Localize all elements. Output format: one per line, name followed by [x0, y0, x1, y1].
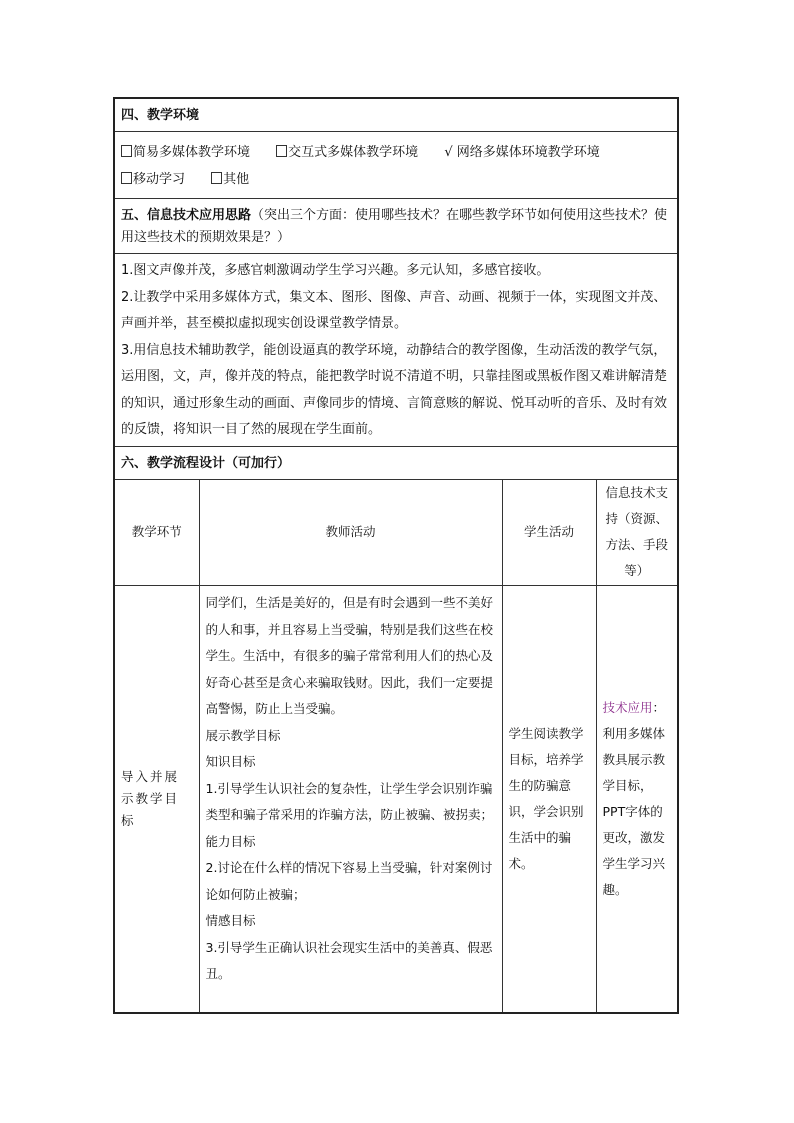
tech-ideas-title: 五、信息技术应用思路	[121, 208, 252, 223]
header-support: 信息技术支持（资源、方法、手段等）	[596, 480, 677, 586]
cell-teacher-activity	[199, 586, 502, 1012]
environment-options	[115, 132, 677, 199]
checkbox-empty-icon	[121, 145, 132, 157]
tech-support-label: 技术应用	[602, 699, 653, 715]
checkbox-empty-icon	[121, 172, 132, 184]
tech-idea-point: 3.用信息技术辅助教学，能创设逼真的教学环境，动静结合的教学图像，生动活泼的教学气氛，运用图，文，声，像并茂的特点，能把教学时说不清道不明，只靠挂图或黑板作图又难讲解清楚的知识，通过形象生动的画面、声像同步的情境、言简意赅的解说、悦耳动听的音乐、及时有效的反馈，将知识一目了然的展现在学生面前。	[121, 342, 668, 437]
env-option-interactive[interactable]: 交互式多媒体教学环境	[276, 145, 418, 160]
header-teacher: 教师活动	[199, 480, 502, 586]
header-student: 学生活动	[502, 480, 596, 586]
checkmark-icon: √	[444, 145, 453, 160]
tech-ideas-body	[115, 254, 677, 447]
checkbox-empty-icon	[211, 172, 222, 184]
teacher-line: 1.引导学生认识社会的复杂性，让学生学会识别诈骗类型和骗子常采用的诈骗方法，防止被骗、被拐卖；	[205, 780, 494, 822]
tech-idea-point: 2.让教学中采用多媒体方式，集文本、图形、图像、声音、动画、视频于一体，实现图文并茂、声画并举，甚至模拟虚拟现实创设课堂教学情景。	[121, 289, 667, 331]
env-option-simple[interactable]: 简易多媒体教学环境	[121, 145, 250, 160]
cell-tech-support	[596, 586, 677, 1012]
table-header-row	[115, 480, 677, 586]
teacher-line: 知识目标	[205, 754, 256, 769]
environment-section-title	[115, 99, 677, 132]
flow-section-title	[115, 447, 677, 480]
env-option-mobile[interactable]: 移动学习	[121, 172, 185, 187]
table-row	[115, 586, 677, 1012]
tech-support-text: 利用多媒体教具展示教学目标，PPT字体的更改，激发学生学习兴趣。	[602, 725, 666, 897]
teaching-flow-table	[115, 480, 677, 1012]
env-option-other[interactable]: 其他	[211, 172, 249, 187]
flow-title: 六、教学流程设计（可加行）	[121, 455, 291, 471]
teacher-line: 3.引导学生正确认识社会现实生活中的美善真、假恶丑。	[205, 939, 493, 981]
checkbox-empty-icon	[276, 145, 287, 157]
cell-stage: 导入并展示教学目标	[115, 586, 199, 1012]
tech-ideas-section-title	[115, 199, 677, 254]
tech-support-colon: ：	[652, 699, 666, 715]
teacher-line: 展示教学目标	[205, 727, 281, 743]
teacher-line: 情感目标	[205, 913, 256, 928]
header-stage: 教学环节	[115, 480, 199, 586]
tech-ideas-note: （突出三个方面：使用哪些技术？在哪些教学环节如何使用这些技术？使用这些技术的预期效果是？）	[121, 208, 668, 245]
teacher-line: 2.讨论在什么样的情况下容易上当受骗，针对案例讨论如何防止被骗；	[205, 860, 493, 902]
environment-title: 四、教学环境	[121, 108, 200, 123]
lesson-plan-sheet	[113, 97, 679, 1014]
teacher-line: 能力目标	[205, 833, 256, 849]
teacher-line: 同学们，生活是美好的，但是有时会遇到一些不美好的人和事，并且容易上当受骗，特别是我们这些在校学生。生活中，有很多的骗子常常利用人们的热心及好奇心甚至是贪心来骗取钱财。因此，我们一定要提高警惕，防止上当受骗。	[205, 595, 494, 716]
tech-idea-point: 1.图文声像并茂，多感官刺激调动学生学习兴趣。多元认知，多感官接收。	[121, 263, 550, 278]
cell-student-activity: 学生阅读教学目标，培养学生的防骗意识，学会识别生活中的骗术。	[502, 586, 596, 1012]
env-option-network[interactable]: √ 网络多媒体环境教学环境	[444, 145, 600, 160]
